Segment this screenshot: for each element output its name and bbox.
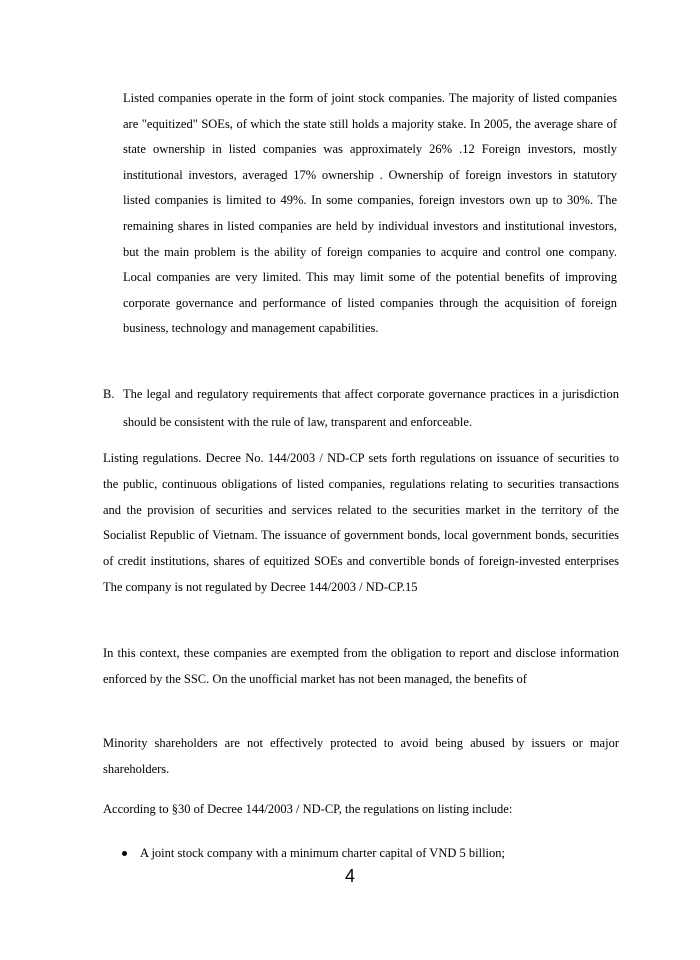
paragraph-listing-regulations: Listing regulations. Decree No. 144/2003 / ND-CP sets forth regulations on issuance of securities to the public, continuous obligations of listed companies, regulations relating to securities transactions and the provision of securities and services related to the securities market in the territory of the Socialist Republic of Vietnam. The issuance of government bonds, local government bonds, securities of credit institutions, shares of equitized SOEs and convertible bonds of foreign-invested enterprises The company is not regulated by Decree 144/2003 / ND-CP.15 (103, 451, 619, 594)
paragraph-minority-shareholders: Minority shareholders are not effectively protected to avoid being abused by issuers or major shareholders. (103, 736, 619, 776)
section-b-text: The legal and regulatory requirements that affect corporate governance practices in a jurisdiction should be consistent with the rule of law, transparent and enforceable. (123, 387, 619, 429)
section-b-label: B. (103, 387, 115, 401)
bullet-icon (122, 851, 127, 856)
paragraph-foreign-ownership: Listed companies operate in the form of joint stock companies. The majority of listed companies are "equitized" SOEs, of which the state still holds a majority stake. In 2005, the average share of state ownership in listed companies was approximately 26% .12 Foreign investors, mostly institutional investors, averaged 17% ownership . Ownership of foreign investors in statutory listed companies is limited to 49%. In some companies, foreign investors own up to 30%. The remaining shares in listed companies are held by individual investors and institutional investors, but the main problem is the ability of foreign companies to acquire and control one company. Local companies are very limited. This may limit some of the potential benefits of improving corporate governance and performance of listed companies through the acquisition of foreign business, technology and management capabilities. (123, 91, 617, 336)
paragraph-according: According to §30 of Decree 144/2003 / ND-CP, the regulations on listing include: (103, 802, 513, 816)
paragraph-context: In this context, these companies are exempted from the obligation to report and disclose information enforced by the SSC. On the unofficial market has not been managed, the benefits of (103, 646, 619, 686)
page-number: 4 (344, 866, 355, 886)
list-item-text: A joint stock company with a minimum charter capital of VND 5 billion; (140, 846, 505, 860)
list-item (122, 841, 619, 865)
